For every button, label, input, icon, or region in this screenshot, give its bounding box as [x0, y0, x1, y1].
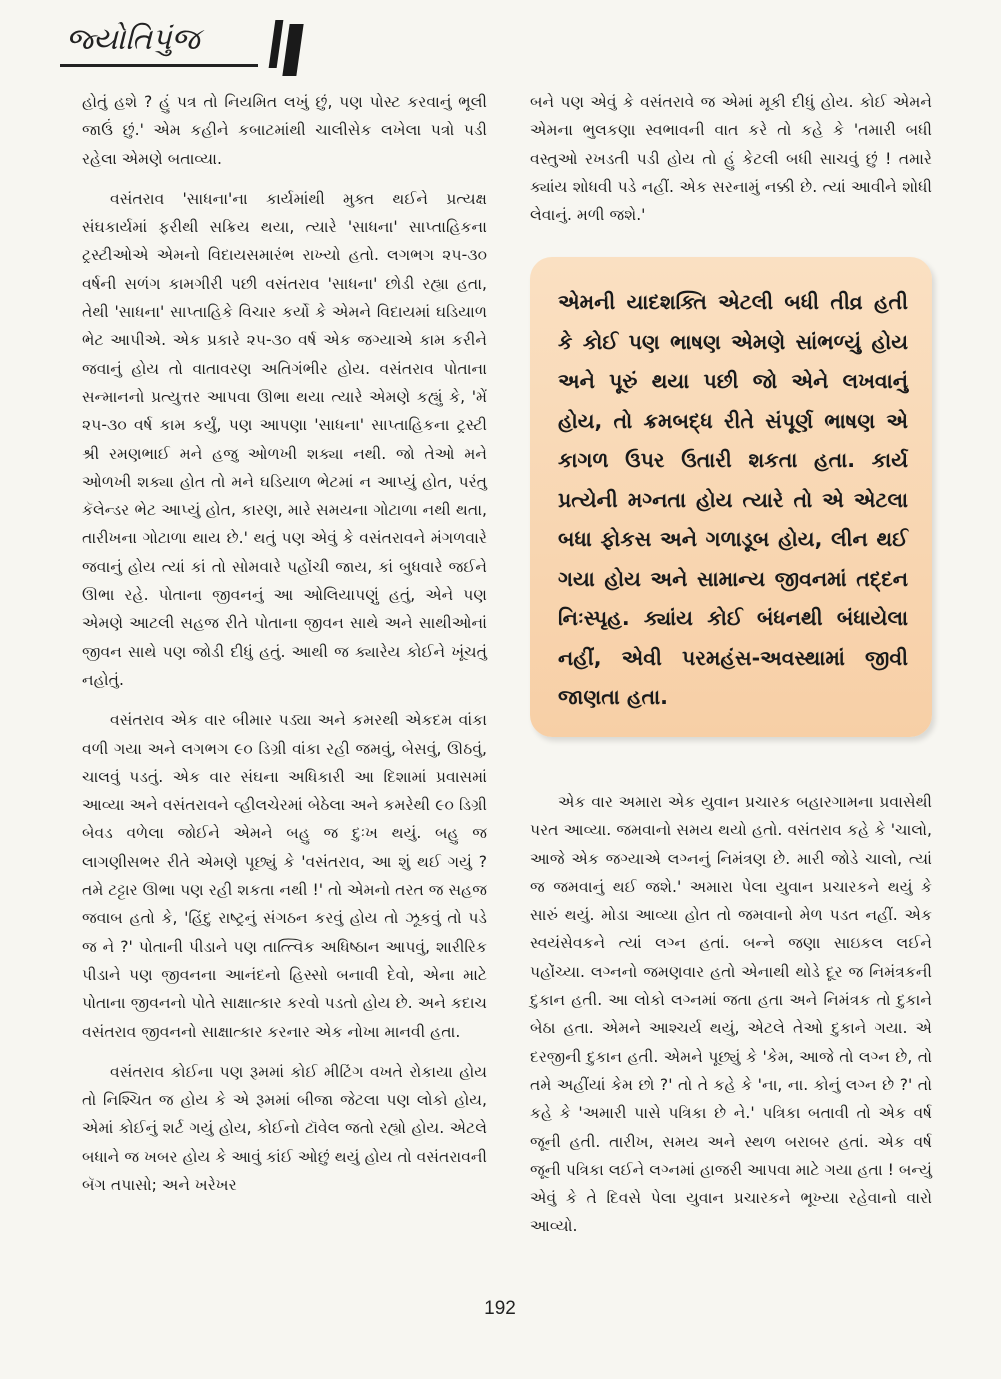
pull-quote-text: એમની યાદશક્તિ એટલી બધી તીવ્ર હતી કે કોઈ પણ ભાષણ એમણે સાંભળ્યું હોય અને પૂરું થયા પછી જો એને લખવાનું હોય, તો ક્રમબદ્ધ રીતે સંપૂર્ણ ભાષણ એ કાગળ ઉપર ઉતારી શકતા હતા. કાર્ય પ્રત્યેની મગ્નતા હોય ત્યારે તો એ એટલા બધા ફોકસ અને ગળાડૂબ હોય, લીન થઈ ગયા હોય અને સામાન્ય જીવનમાં તદ્દન નિઃસ્પૃહ. ક્યાંય કોઈ બંધનથી બંધાયેલા નહીં, એવી પરમહંસ-અવસ્થામાં જીવી જાણતા હતા.: [558, 290, 908, 709]
header-decor-bar: [269, 20, 284, 68]
left-column: [82, 88, 487, 1211]
paragraph: બને પણ એવું કે વસંતરાવે જ એમાં મૂકી દીધું હોય. કોઈ એમને એમના ભુલકણા સ્વભાવની વાત કરે તો કહે કે 'તમારી બધી વસ્તુઓ રખડતી પડી હોય તો હું કેટલી બધી સાચવું છું ! તમારે ક્યાંય શોધવી પડે નહીં. એક સરનામું નક્કી છે. ત્યાં આવીને શોધી લેવાનું. મળી જશે.': [530, 93, 932, 225]
page-number: 192: [484, 1298, 516, 1319]
paragraph: વસંતરાવ કોઈના પણ રૂમમાં કોઈ મીટિંગ વખતે રોકાયા હોય તો નિશ્ચિત જ હોય કે એ રૂમમાં બીજા જેટલા પણ લોકો હોય, એમાં કોઈનું શર્ટ ગયું હોય, કોઈનો ટૉવેલ જતો રહ્યો હોય. એટલે બધાને જ ખબર હોય કે આવું કાંઈ ઓછું થયું હોય તો વસંતરાવની બૅગ તપાસો; અને ખરેખર: [82, 1062, 487, 1194]
paragraph: એક વાર અમારા એક યુવાન પ્રચારક બહારગામના પ્રવાસેથી પરત આવ્યા. જમવાનો સમય થયો હતો. વસંતરાવ કહે કે 'ચાલો, આજે એક જગ્યાએ લગ્નનું નિમંત્રણ છે. મારી જોડે ચાલો, ત્યાં જ જમવાનું થઈ જશે.' અમારા પેલા યુવાન પ્રચારકને થયું કે સારું થયું. મોડા આવ્યા હોત તો જમવાનો મેળ પડત નહીં. એક સ્વયંસેવકને ત્યાં લગ્ન હતાં. બન્ને જણા સાઇકલ લઈને પહોંચ્યા. લગ્નનો જમણવાર હતો એનાથી થોડે દૂર જ નિમંત્રકની દુકાન હતી. આ લોકો લગ્નમાં જતા હતા અને નિમંત્રક તો દુકાને બેઠા હતા. એમને આશ્ચર્ય થયું, એટલે તેઓ દુકાને ગયા. એ દરજીની દુકાન હતી. એમને પૂછ્યું કે 'કેમ, આજે તો લગ્ન છે, તો તમે અહીંયાં કેમ છો ?' તો તે કહે કે 'ના, ના. કોનું લગ્ન છે ?' તો કહે કે 'અમારી પાસે પત્રિકા છે ને.' પત્રિકા બતાવી તો એક વર્ષ જૂની હતી. તારીખ, સમય અને સ્થળ બરાબર હતાં. એક વર્ષ જૂની પત્રિકા લઈને લગ્નમાં હાજરી આપવા માટે ગયા હતા ! બન્યું એવું કે તે દિવસે પેલા યુવાન પ્રચારકને ભૂખ્યા રહેવાનો વારો આવ્યો.: [530, 793, 932, 1236]
header-decor-bar-thick: [282, 24, 303, 76]
paragraph: હોતું હશે ? હું પત્ર તો નિયમિત લખું છું, પણ પોસ્ટ કરવાનું ભૂલી જાઉં છું.' એમ કહીને કબાટમાંથી ચાલીસેક લખેલા પત્રો પડી રહેલા એમણે બતાવ્યા.: [82, 93, 487, 168]
paragraph: વસંતરાવ 'સાધના'ના કાર્યમાંથી મુક્ત થઈને પ્રત્યક્ષ સંઘકાર્યમાં ફરીથી સક્રિય થયા, ત્યારે 'સાધના' સાપ્તાહિકના ટ્રસ્ટીઓએ એમનો વિદાયસમારંભ રાખ્યો હતો. લગભગ ૨૫-૩૦ વર્ષની સળંગ કામગીરી પછી વસંતરાવ 'સાધના' છોડી રહ્યા હતા, તેથી 'સાધના' સાપ્તાહિકે વિચાર કર્યો કે એમને વિદાયમાં ઘડિયાળ ભેટ આપીએ. એક પ્રકારે ૨૫-૩૦ વર્ષ એક જગ્યાએ કામ કરીને જવાનું હોય તો વાતાવરણ અતિગંભીર હોય. વસંતરાવ પોતાના સન્માનનો પ્રત્યુત્તર આપવા ઊભા થયા ત્યારે એમણે કહ્યું કે, 'મેં ૨૫-૩૦ વર્ષ કામ કર્યું, પણ આપણા 'સાધના' સાપ્તાહિકના ટ્રસ્ટી શ્રી રમણભાઈ મને હજુ ઓળખી શક્યા નથી. જો તેઓ મને ઓળખી શક્યા હોત તો મને ઘડિયાળ ભેટમાં ન આપ્યું હોત, પરંતુ કૅલેન્ડર ભેટ આપ્યું હોત, કારણ, મારે સમયના ગોટાળા નથી થતા, તારીખના ગોટાળા થાય છે.' થતું પણ એવું કે વસંતરાવને મંગળવારે જવાનું હોય ત્યાં કાં તો સોમવારે પહોંચી જાય, કાં બુધવારે જઈને ઊભા રહે. પોતાના જીવનનું આ ઓલિયાપણું હતું, એને પણ એમણે આટલી સહજ રીતે પોતાના જીવન સાથે અને સાથીઓનાં જીવન સાથે પણ જોડી દીધું હતું. આથી જ ક્યારેય કોઈને ખૂંચતું નહોતું.: [82, 189, 487, 689]
paragraph: વસંતરાવ એક વાર બીમાર પડ્યા અને કમરથી એકદમ વાંકા વળી ગયા અને લગભગ ૯૦ ડિગ્રી વાંકા રહી જમવું, બેસવું, ઊઠવું, ચાલવું પડતું. એક વાર સંઘના અધિકારી આ દિશામાં પ્રવાસમાં આવ્યા અને વસંતરાવને વ્હીલચેરમાં બેઠેલા અને કમરેથી ૯૦ ડિગ્રી બેવડ વળેલા જોઈને એમને બહુ જ દુઃખ થયું. બહુ જ લાગણીસભર રીતે એમણે પૂછ્યું કે 'વસંતરાવ, આ શું થઈ ગયું ? તમે ટટ્ટાર ઊભા પણ રહી શકતા નથી !' તો એમનો તરત જ સહજ જવાબ હતો કે, 'હિંદુ રાષ્ટ્રનું સંગઠન કરવું હોય તો ઝૂકવું તો પડે જ ને ?' પોતાની પીડાને પણ તાત્ત્વિક અધિષ્ઠાન આપવું, શારીરિક પીડાને પણ જીવનના આનંદનો હિસ્સો બનાવી દેવો, એના માટે પોતાના જીવનનો પોતે સાક્ષાત્કાર કરવો પડતો હોય છે. અને કદાચ વસંતરાવ જીવનનો સાક્ષાત્કાર કરનાર એક નોખા માનવી હતા.: [82, 711, 487, 1041]
right-column-bottom: [530, 788, 932, 1253]
header-underline: [60, 64, 258, 67]
pull-quote-box: [530, 257, 932, 737]
running-header: [60, 14, 260, 70]
right-column-top: [530, 88, 932, 241]
book-title: જ્યોતિપુંજ: [66, 22, 200, 57]
